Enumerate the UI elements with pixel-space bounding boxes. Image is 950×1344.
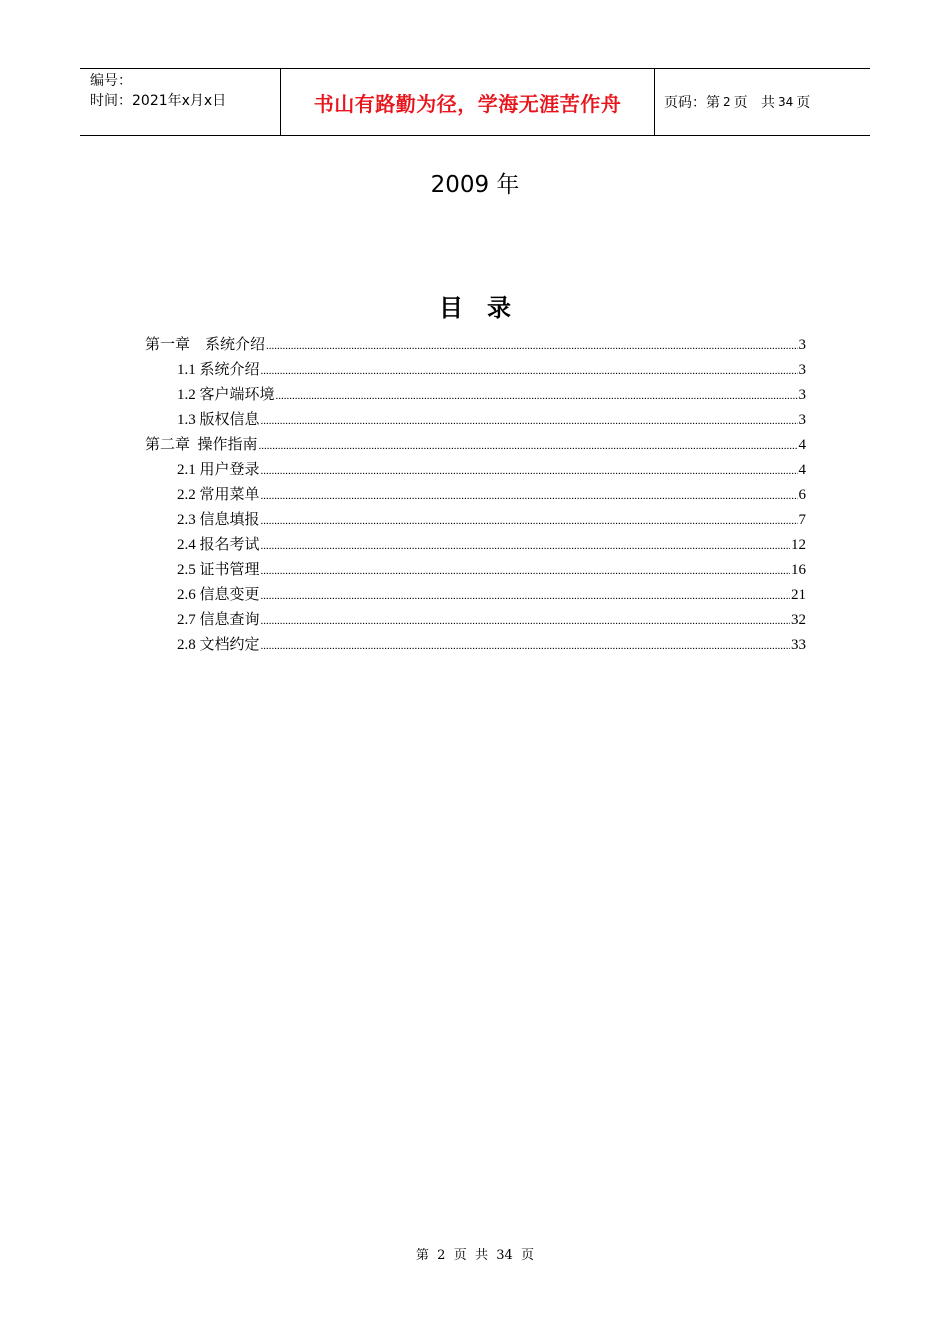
toc-entry-page: 3 — [798, 387, 806, 403]
toc-leader-dots — [276, 384, 798, 409]
table-of-contents — [145, 333, 806, 658]
toc-section-entry[interactable] — [145, 458, 806, 483]
toc-section-entry[interactable] — [145, 508, 806, 533]
toc-entry-page: 3 — [798, 412, 806, 428]
toc-entry-page: 12 — [791, 537, 806, 553]
toc-entry-label: 1.1 系统介绍 — [177, 362, 260, 378]
toc-entry-label: 2.2 常用菜单 — [177, 487, 260, 503]
toc-leader-dots — [261, 409, 798, 434]
document-year: 2009 年 — [430, 172, 520, 198]
toc-leader-dots — [261, 634, 790, 659]
toc-leader-dots — [261, 559, 790, 584]
toc-chapter-entry[interactable] — [145, 333, 806, 358]
toc-section-entry[interactable] — [145, 358, 806, 383]
header-meta — [80, 69, 281, 135]
toc-entry-label: 2.1 用户登录 — [177, 462, 260, 478]
toc-leader-dots — [261, 459, 798, 484]
toc-entry-label: 2.4 报名考试 — [177, 537, 260, 553]
toc-entry-page: 16 — [791, 562, 806, 578]
toc-section-entry[interactable] — [145, 633, 806, 658]
toc-section-entry[interactable] — [145, 558, 806, 583]
time-label: 时间： — [90, 93, 132, 109]
toc-leader-dots — [261, 359, 798, 384]
toc-entry-label: 第一章 系统介绍 — [145, 337, 266, 353]
toc-entry-page: 32 — [791, 612, 806, 628]
toc-leader-dots — [261, 509, 798, 534]
toc-entry-page: 3 — [798, 362, 806, 378]
toc-leader-dots — [261, 609, 790, 634]
toc-leader-dots — [261, 484, 798, 509]
toc-entry-label: 2.7 信息查询 — [177, 612, 260, 628]
toc-section-entry[interactable] — [145, 583, 806, 608]
page-mid: 页 共 — [733, 95, 775, 111]
time-line — [90, 91, 280, 111]
page-footer: 第 2 页 共 34 页 — [415, 1248, 535, 1263]
page-current: 2 — [723, 95, 731, 109]
number-label: 编号： — [90, 73, 132, 89]
toc-section-entry[interactable] — [145, 608, 806, 633]
page-label: 页码：第 — [664, 95, 720, 111]
toc-leader-dots — [266, 334, 797, 359]
toc-entry-page: 7 — [798, 512, 806, 528]
toc-leader-dots — [259, 434, 798, 459]
toc-entry-label: 第二章 操作指南 — [145, 437, 258, 453]
toc-entry-label: 2.6 信息变更 — [177, 587, 260, 603]
toc-section-entry[interactable] — [145, 383, 806, 408]
header-motto: 书山有路勤为径，学海无涯苦作舟 — [281, 69, 655, 135]
toc-entry-label: 2.3 信息填报 — [177, 512, 260, 528]
page-header — [80, 68, 870, 136]
toc-section-entry[interactable] — [145, 408, 806, 433]
toc-entry-label: 2.5 证书管理 — [177, 562, 260, 578]
toc-entry-page: 6 — [798, 487, 806, 503]
toc-section-entry[interactable] — [145, 533, 806, 558]
toc-entry-label: 1.3 版权信息 — [177, 412, 260, 428]
page-total: 34 — [778, 95, 794, 109]
toc-entry-page: 4 — [798, 462, 806, 478]
toc-leader-dots — [261, 584, 790, 609]
toc-leader-dots — [261, 534, 790, 559]
header-page-info — [655, 69, 870, 135]
toc-entry-page: 21 — [791, 587, 806, 603]
toc-entry-page: 4 — [798, 437, 806, 453]
toc-entry-page: 3 — [798, 337, 806, 353]
toc-entry-label: 1.2 客户端环境 — [177, 387, 275, 403]
time-value: 2021年x月x日 — [132, 93, 227, 109]
toc-entry-label: 2.8 文档约定 — [177, 637, 260, 653]
toc-section-entry[interactable] — [145, 483, 806, 508]
page-end: 页 — [796, 95, 811, 111]
toc-entry-page: 33 — [791, 637, 806, 653]
toc-title: 目录 — [439, 294, 535, 322]
toc-chapter-entry[interactable] — [145, 433, 806, 458]
